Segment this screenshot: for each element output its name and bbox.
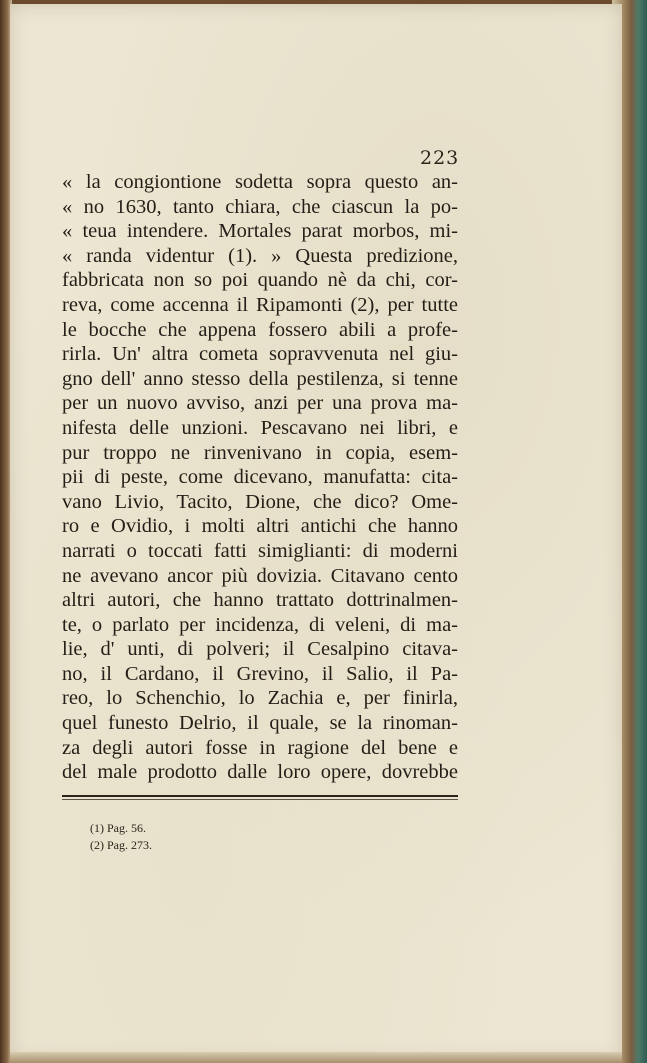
footnotes (90, 820, 152, 854)
text-line: fabbricata non so poi quando nè da chi, cor- (62, 269, 458, 292)
body-text (62, 170, 458, 785)
text-line: te, o parlato per incidenza, di veleni, di ma- (62, 613, 458, 636)
text-line: reo, lo Schenchio, lo Zachia e, per finirla, (62, 687, 458, 710)
text-line: ne avevano ancor più dovizia. Citavano cento (62, 564, 458, 587)
text-line: pii di peste, come dicevano, manufatta: cita- (62, 466, 458, 489)
footnote-rule-thin (62, 799, 458, 800)
text-line: rirla. Un' altra cometa sopravvenuta nel giu- (62, 343, 458, 366)
text-line: « teua intendere. Mortales parat morbos, mi- (62, 220, 458, 243)
text-line: quel funesto Delrio, il quale, se la rinoman- (62, 712, 458, 735)
text-line: za degli autori fosse in ragione del bene e (62, 736, 458, 759)
text-line: « randa videntur (1). » Questa predizione, (62, 244, 458, 267)
text-line: ro e Ovidio, i molti altri antichi che hanno (62, 515, 458, 538)
text-line: reva, come accenna il Ripamonti (2), per tutte (62, 293, 458, 316)
text-line: « la congiontione sodetta sopra questo an- (62, 171, 458, 193)
text-line: del male prodotto dalle loro opere, dovrebbe (62, 761, 458, 784)
footnote: (1) Pag. 56. (90, 821, 146, 835)
text-line: vano Livio, Tacito, Dione, che dico? Ome- (62, 490, 458, 513)
text-line: pur troppo ne rinvenivano in copia, esem- (62, 441, 458, 464)
text-line: gno dell' anno stesso della pestilenza, si tenne (62, 367, 458, 390)
text-line: lie, d' unti, di polveri; il Cesalpino citava- (62, 638, 458, 661)
text-line: no, il Cardano, il Grevino, il Salio, il Pa- (62, 662, 458, 685)
footnote-rule (62, 795, 458, 797)
text-line: narrati o toccati fatti simiglianti: di moderni (62, 539, 458, 562)
page-number: 223 (420, 147, 460, 169)
text-line: « no 1630, tanto chiara, che ciascun la po- (62, 195, 458, 218)
footnote: (2) Pag. 273. (90, 838, 152, 852)
text-line: altri autori, che hanno trattato dottrinalmen- (62, 589, 458, 612)
text-line: nifesta delle unzioni. Pescavano nei libri, e (62, 416, 458, 439)
book-page-edge-bottom (10, 1052, 622, 1063)
text-line: per un nuovo avviso, anzi per una prova ma- (62, 392, 458, 415)
text-line: le bocche che appena fossero abili a profe- (62, 318, 458, 341)
